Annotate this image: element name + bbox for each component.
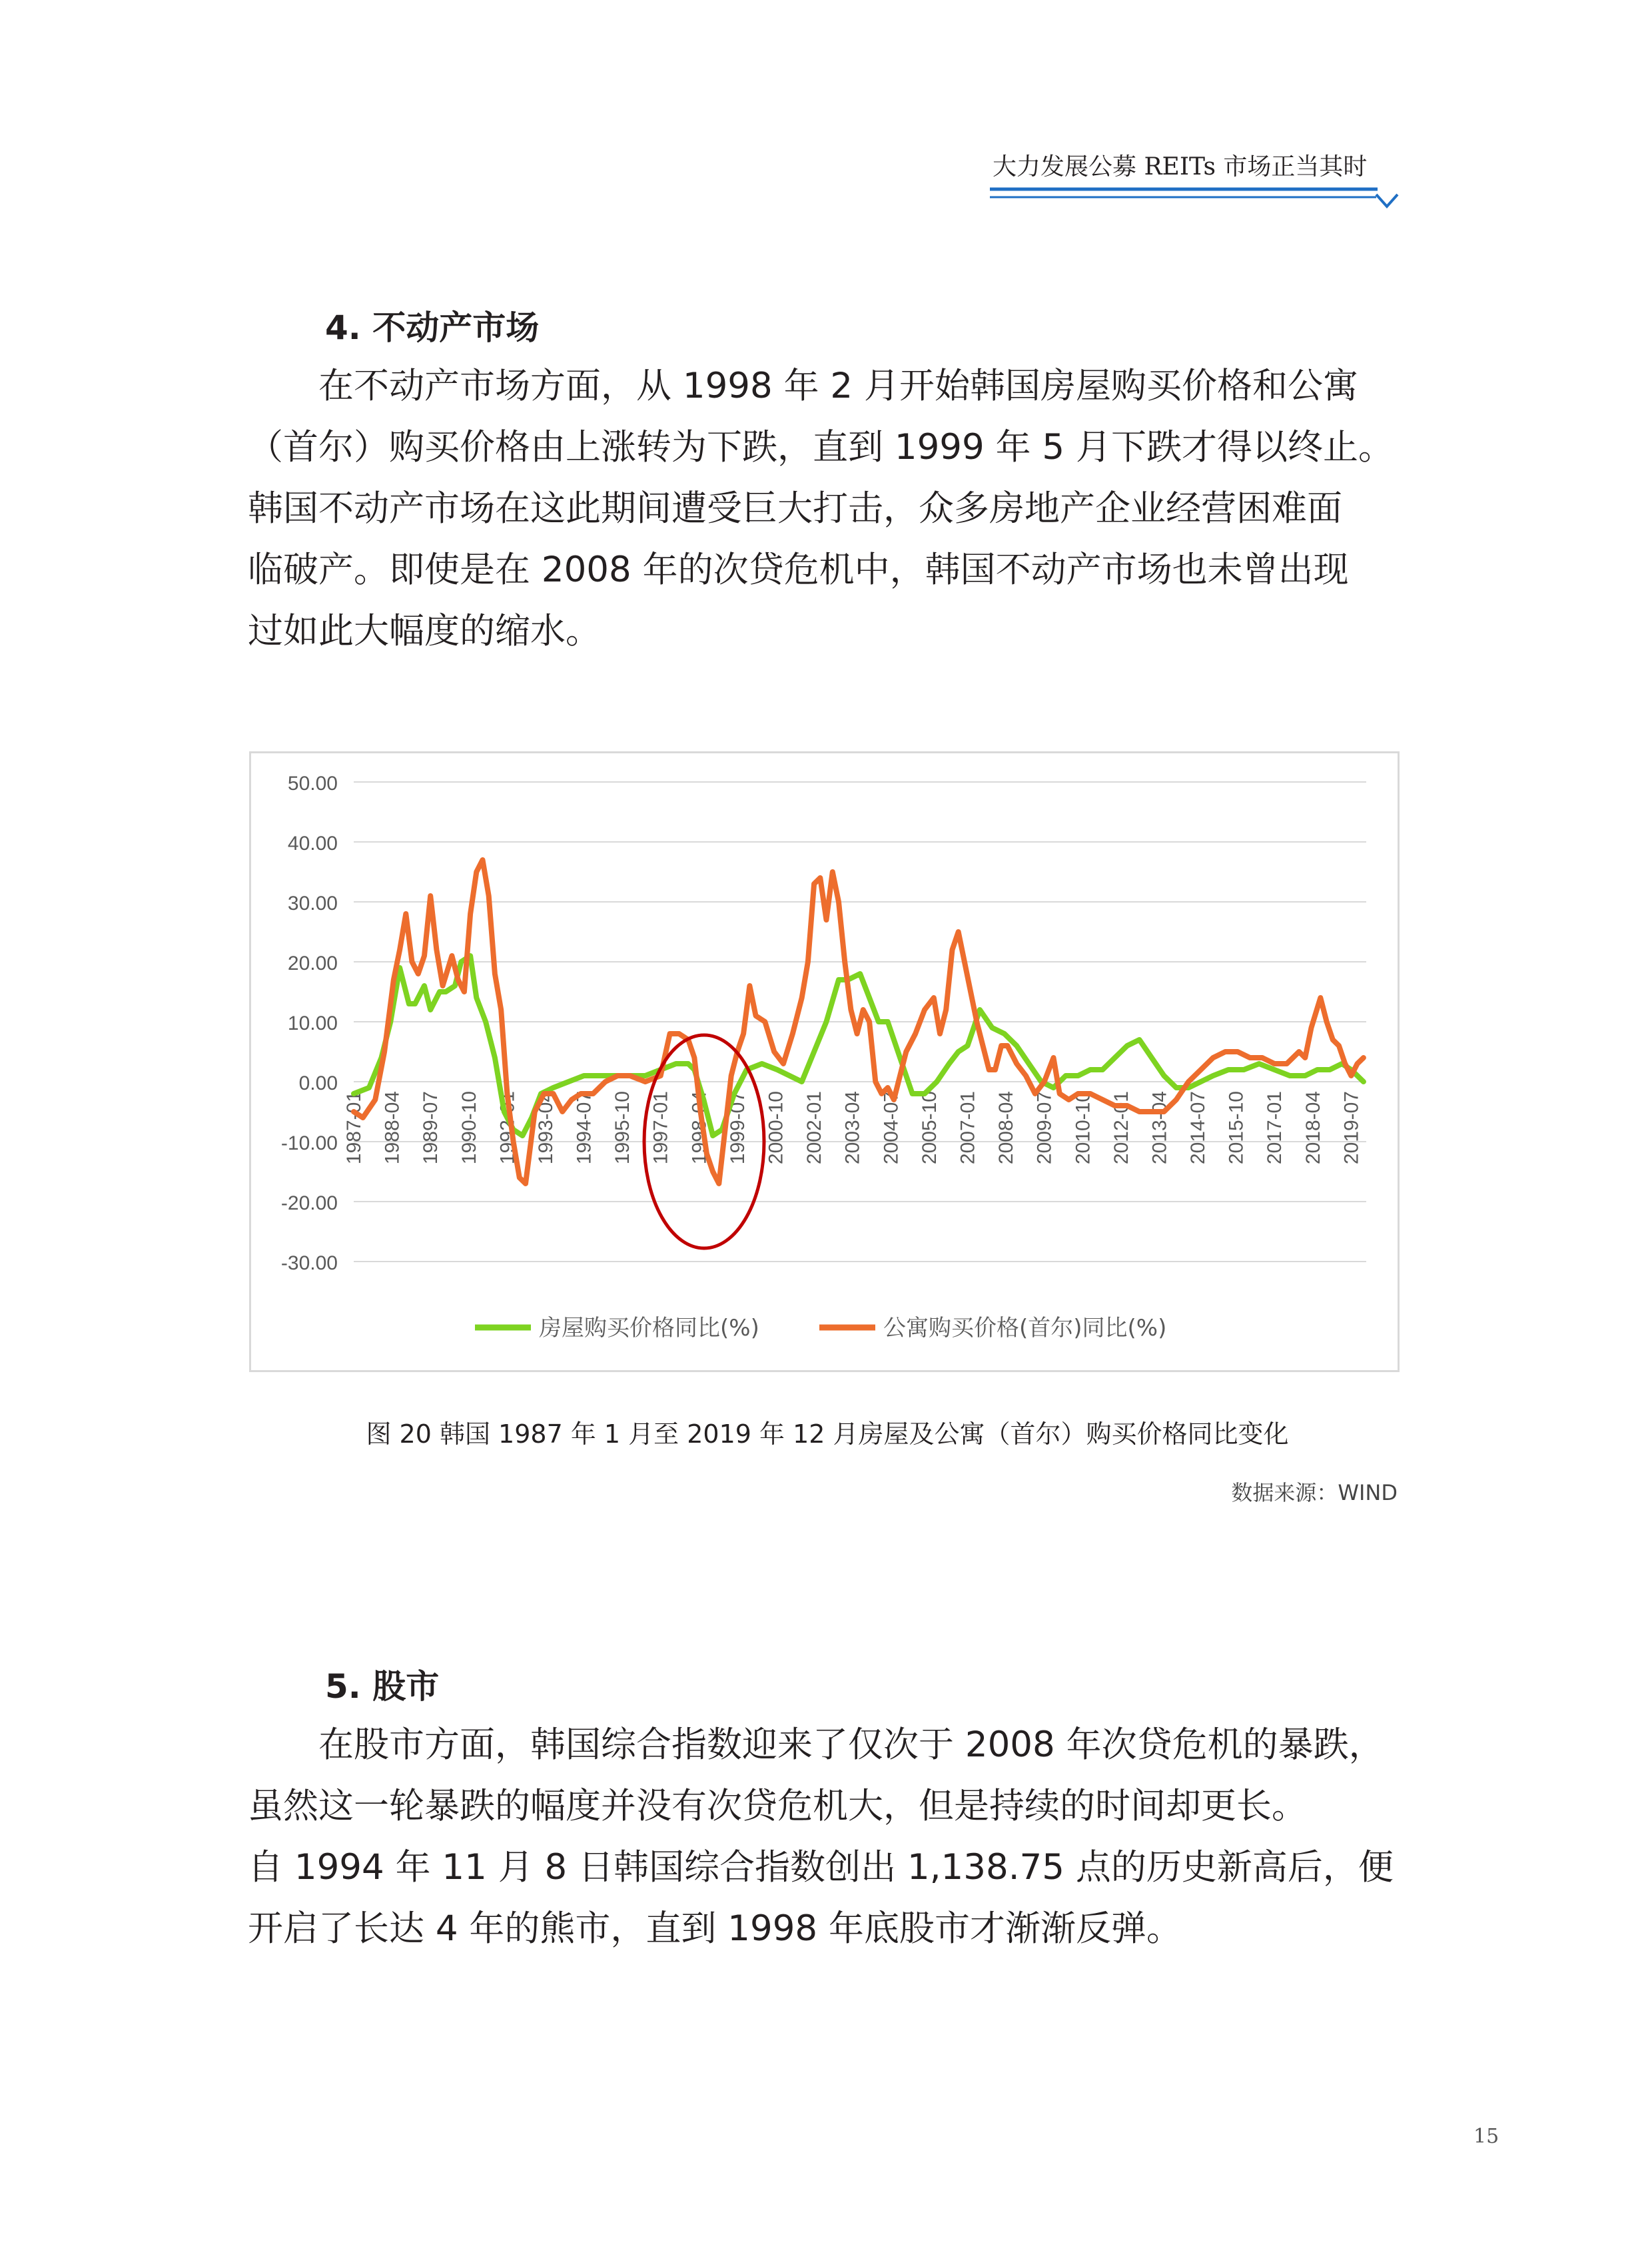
x-tick-label: 2007-01 <box>957 1091 979 1165</box>
section-5-paragraph <box>248 1714 1407 1960</box>
paragraph-line: 韩国不动产市场在这此期间遭受巨大打击，众多房地产企业经营困难面 <box>248 488 1342 529</box>
x-tick-label: 2017-01 <box>1264 1091 1286 1165</box>
chart-canvas <box>251 753 1398 1370</box>
y-tick-label: 50.00 <box>287 773 338 795</box>
x-tick-label: 2015-10 <box>1225 1091 1248 1165</box>
paragraph-line: 自 1994 年 11 月 8 日韩国综合指数创出 1,138.75 点的历史新高后，便 <box>248 1847 1394 1888</box>
paragraph-line: 临破产。即使是在 2008 年的次贷危机中，韩国不动产市场也未曾出现 <box>248 550 1349 590</box>
figure-source: 数据来源：WIND <box>1231 1480 1398 1505</box>
x-tick-label: 1993-04 <box>534 1091 557 1165</box>
x-tick-label: 1992-01 <box>496 1091 519 1165</box>
x-tick-label: 2005-10 <box>918 1091 941 1165</box>
x-tick-label: 2004-07 <box>880 1091 903 1165</box>
x-tick-label: 2012-01 <box>1110 1091 1132 1165</box>
paragraph-line: 开启了长达 4 年的熊市，直到 1998 年底股市才渐渐反弹。 <box>248 1908 1182 1949</box>
y-tick-label: -30.00 <box>280 1252 338 1274</box>
page-number: 15 <box>1473 2125 1499 2148</box>
figure-caption: 图 20 韩国 1987 年 1 月至 2019 年 12 月房屋及公寓（首尔）购买价格同比变化 <box>366 1419 1289 1449</box>
x-tick-label: 2013-04 <box>1148 1091 1171 1165</box>
legend-label-house: 房屋购买价格同比(%) <box>539 1315 759 1341</box>
legend-label-apartment: 公寓购买价格(首尔)同比(%) <box>883 1315 1167 1341</box>
y-tick-label: 0.00 <box>298 1072 338 1094</box>
x-tick-label: 1999-07 <box>726 1091 749 1165</box>
header-rule <box>990 187 1403 213</box>
y-tick-label: 30.00 <box>287 893 338 915</box>
x-tick-label: 2010-10 <box>1072 1091 1094 1165</box>
x-tick-label: 1998-04 <box>688 1091 711 1165</box>
y-tick-label: -20.00 <box>280 1192 338 1214</box>
section-4-paragraph <box>248 356 1407 662</box>
x-tick-label: 1994-07 <box>573 1091 596 1165</box>
paragraph-line: （首尔）购买价格由上涨转为下跌，直到 1999 年 5 月下跌才得以终止。 <box>248 427 1394 468</box>
section-4-heading: 4. 不动产市场 <box>325 308 540 347</box>
paragraph-line: 过如此大幅度的缩水。 <box>248 611 601 651</box>
x-tick-label: 2003-04 <box>841 1091 864 1165</box>
x-tick-label: 1987-01 <box>343 1091 365 1165</box>
x-tick-label: 1995-10 <box>612 1091 634 1165</box>
price-change-chart <box>249 751 1400 1372</box>
x-tick-label: 2014-07 <box>1187 1091 1210 1165</box>
y-tick-label: 20.00 <box>287 952 338 974</box>
y-tick-label: 40.00 <box>287 833 338 855</box>
x-tick-label: 2019-07 <box>1340 1091 1363 1165</box>
section-5-heading: 5. 股市 <box>325 1667 440 1706</box>
x-tick-label: 2008-04 <box>995 1091 1018 1165</box>
x-tick-label: 2018-04 <box>1302 1091 1324 1165</box>
x-tick-label: 1997-01 <box>649 1091 672 1165</box>
header-title: 大力发展公募 REITs 市场正当其时 <box>993 153 1368 181</box>
y-tick-label: -10.00 <box>280 1132 338 1154</box>
x-tick-label: 2002-01 <box>803 1091 826 1165</box>
x-tick-label: 1988-04 <box>381 1091 404 1165</box>
x-tick-label: 2000-10 <box>765 1091 787 1165</box>
x-tick-label: 2009-07 <box>1033 1091 1056 1165</box>
x-tick-label: 1989-07 <box>420 1091 442 1165</box>
paragraph-line: 在不动产市场方面，从 1998 年 2 月开始韩国房屋购买价格和公寓 <box>248 366 1358 406</box>
paragraph-line: 虽然这一轮暴跌的幅度并没有次贷危机大，但是持续的时间却更长。 <box>248 1786 1307 1826</box>
paragraph-line: 在股市方面，韩国综合指数迎来了仅次于 2008 年次贷危机的暴跌， <box>248 1724 1384 1765</box>
y-tick-label: 10.00 <box>287 1012 338 1034</box>
x-tick-label: 1990-10 <box>458 1091 480 1165</box>
